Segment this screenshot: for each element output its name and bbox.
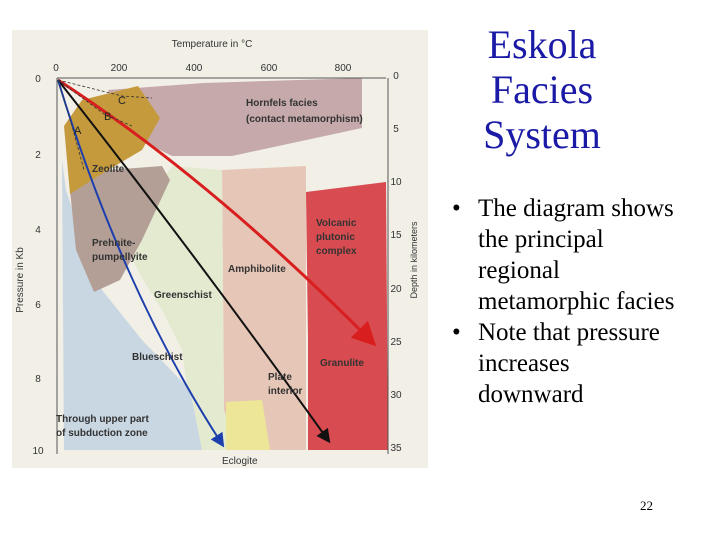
right-tick-label: 25 [390, 337, 402, 348]
top-tick-label: 800 [334, 63, 352, 74]
page-number: 22 [640, 498, 653, 513]
title-line: Eskola [487, 22, 597, 67]
bullet-line: the principal [478, 226, 604, 253]
bullet-line: metamorphic facies [478, 288, 675, 315]
hornfels-label: Hornfels facies [246, 98, 318, 109]
bullet-dot: • [452, 195, 461, 222]
greenschist-label: Greenschist [154, 290, 212, 301]
right-tick-label: 30 [390, 390, 402, 401]
point-label-b: B [104, 111, 112, 123]
plate-interior-label: interior [268, 386, 303, 397]
left-axis-title: Pressure in Kb [15, 247, 26, 313]
bullet-item [452, 317, 720, 410]
prehnite-label: pumpellyite [92, 252, 148, 263]
right-axis-title: Depth in kilometers [409, 221, 419, 299]
volcanic-label: plutonic [316, 232, 355, 243]
bullet-line: regional [478, 257, 560, 284]
left-tick-label: 4 [35, 225, 41, 236]
slide-title [462, 22, 622, 157]
bullet-dot: • [452, 319, 461, 346]
top-tick-label: 400 [185, 63, 203, 74]
title-line: Facies [490, 67, 594, 112]
right-tick-label: 35 [390, 443, 402, 454]
bullet-line: Note that pressure [478, 319, 660, 346]
zeolite-label: Zeolite [92, 164, 125, 175]
subduction-label: of subduction zone [56, 428, 148, 439]
top-tick-label: 600 [260, 63, 278, 74]
eclogite-label: Eclogite [222, 456, 258, 467]
left-tick-label: 8 [35, 374, 41, 385]
granulite-label: Granulite [320, 358, 364, 369]
left-tick-label: 0 [35, 74, 41, 85]
right-tick-label: 0 [393, 71, 399, 82]
subduction-label: Through upper part [56, 414, 149, 425]
bullet-line: downward [478, 381, 584, 408]
bullet-line: The diagram shows [478, 195, 674, 222]
point-label-c: C [118, 95, 126, 107]
bullet-list [452, 193, 720, 410]
right-tick-label: 5 [393, 124, 399, 135]
volcanic-label: Volcanic [316, 218, 357, 229]
title-line: System [483, 112, 601, 157]
plate-interior-label: Plate [268, 372, 292, 383]
hornfels-label: (contact metamorphism) [246, 114, 363, 125]
top-tick-label: 200 [110, 63, 128, 74]
prehnite-label: Prehnite- [92, 238, 136, 249]
point-label-a: A [74, 125, 82, 137]
left-tick-label: 10 [32, 446, 44, 457]
bullet-line: increases [478, 350, 570, 377]
facies-diagram [12, 30, 428, 468]
amphibolite-label: Amphibolite [228, 264, 286, 275]
left-tick-label: 6 [35, 300, 41, 311]
right-tick-label: 15 [390, 230, 402, 241]
blueschist-label: Blueschist [132, 352, 183, 363]
facies-diagram-svg [12, 30, 428, 468]
right-tick-label: 20 [390, 284, 402, 295]
right-tick-label: 10 [390, 177, 402, 188]
bullet-item [452, 193, 720, 317]
volcanic-label: complex [316, 246, 357, 257]
top-axis-title: Temperature in °C [171, 39, 253, 50]
top-tick-label: 0 [53, 63, 59, 74]
left-tick-label: 2 [35, 150, 41, 161]
